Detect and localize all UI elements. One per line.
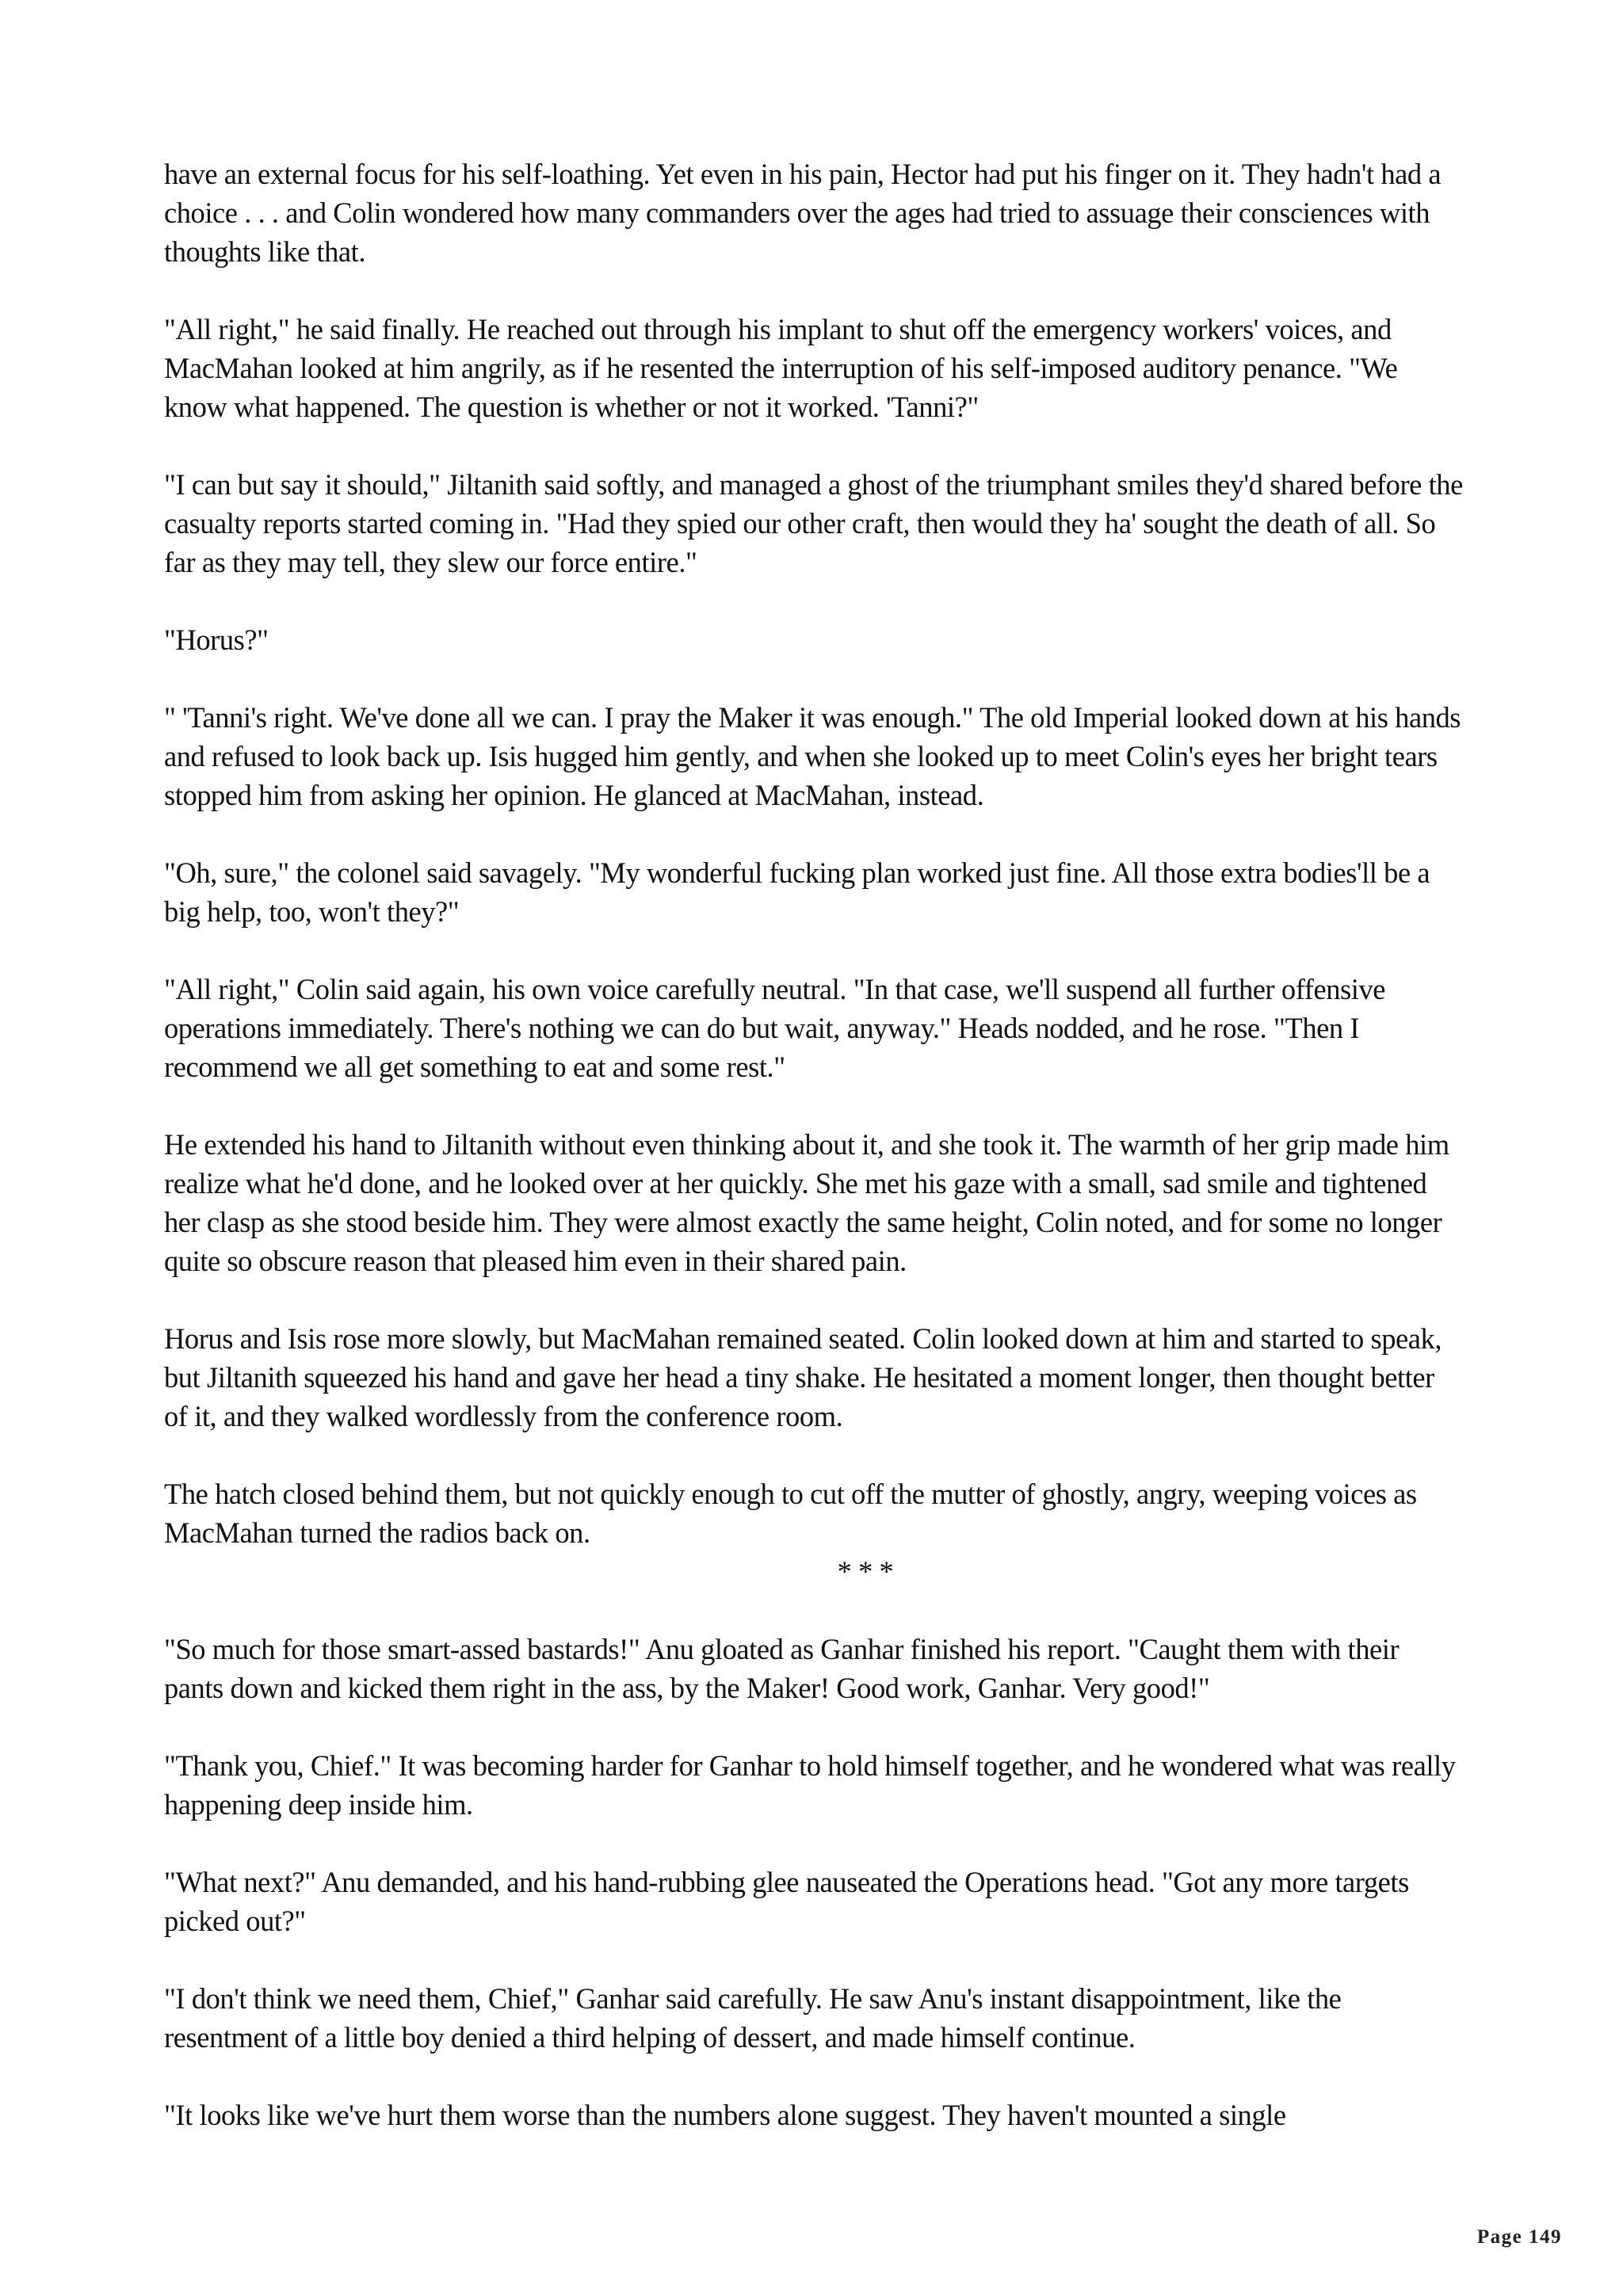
body-text <box>164 154 1464 2173</box>
paragraph: "So much for those smart-assed bastards!" Anu gloated as Ganhar finished his report. "Caught them with their pants down and kicked them right in the ass, by the Maker! Good work, Ganhar. Very good!" <box>164 1633 1400 1704</box>
paragraph: "Oh, sure," the colonel said savagely. "My wonderful fucking plan worked just fine. All those extra bodies'll be a big help, too, won't they?" <box>164 856 1430 928</box>
paragraph: "All right," he said finally. He reached out through his implant to shut off the emergency workers' voices, and MacMahan looked at him angrily, as if he resented the interruption of his self-imposed auditory penance. "We know what happened. The question is whether or not it worked. 'Tanni?" <box>164 313 1398 423</box>
paragraph: " 'Tanni's right. We've done all we can. I pray the Maker it was enough." The old Imperial looked down at his hands and refused to look back up. Isis hugged him gently, and when she looked up to meet Colin's eyes her bright tears stopped him from asking her opinion. He glanced at MacMahan, instead. <box>164 701 1461 811</box>
paragraph: "Thank you, Chief." It was becoming harder for Ganhar to hold himself together, and he wondered what was really happening deep inside him. <box>164 1749 1456 1821</box>
paragraph: "It looks like we've hurt them worse than the numbers alone suggest. They haven't mounted a single <box>164 2099 1286 2131</box>
page-number: Page 149 <box>1476 2226 1562 2248</box>
paragraph: have an external focus for his self-loathing. Yet even in his pain, Hector had put his finger on it. They hadn't had a choice . . . and Colin wondered how many commanders over the ages had tried to assuage their consciences with thoughts like that. <box>164 158 1442 268</box>
paragraph: "All right," Colin said again, his own voice carefully neutral. "In that case, we'll suspend all further offensive operations immediately. There's nothing we can do but wait, anyway." Heads nodded, and he rose. "Then I recommend we all get something to eat and some rest." <box>164 973 1385 1083</box>
paragraph: "I don't think we need them, Chief," Ganhar said carefully. He saw Anu's instant disappointment, like the resentment of a little boy denied a third helping of dessert, and made himself continue. <box>164 1982 1342 2054</box>
scene-break-separator: * * * <box>837 1555 894 1588</box>
paragraph: "I can but say it should," Jiltanith said softly, and managed a ghost of the triumphant smiles they'd shared before the casualty reports started coming in. "Had they spied our other craft, then would they ha' sought the death of all. So far as they may tell, they slew our force entire." <box>164 468 1463 578</box>
paragraph: The hatch closed behind them, but not quickly enough to cut off the mutter of ghostly, angry, weeping voices as MacMahan turned the radios back on. <box>164 1478 1417 1549</box>
paragraph: He extended his hand to Jiltanith without even thinking about it, and she took it. The warmth of her grip made him realize what he'd done, and he looked over at her quickly. She met his gaze with a small, sad smile and tightened her clasp as she stood beside him. They were almost exactly the same height, Colin noted, and for some no longer quite so obscure reason that pleased him even in their shared pain. <box>164 1128 1449 1277</box>
paragraph: "Horus?" <box>164 624 269 656</box>
paragraph: "What next?" Anu demanded, and his hand-rubbing glee nauseated the Operations head. "Got any more targets picked out?" <box>164 1866 1409 1937</box>
paragraph: Horus and Isis rose more slowly, but MacMahan remained seated. Colin looked down at him and started to speak, but Jiltanith squeezed his hand and gave her head a tiny shake. He hesitated a moment longer, then thought better of it, and they walked wordlessly from the conference room. <box>164 1322 1442 1432</box>
